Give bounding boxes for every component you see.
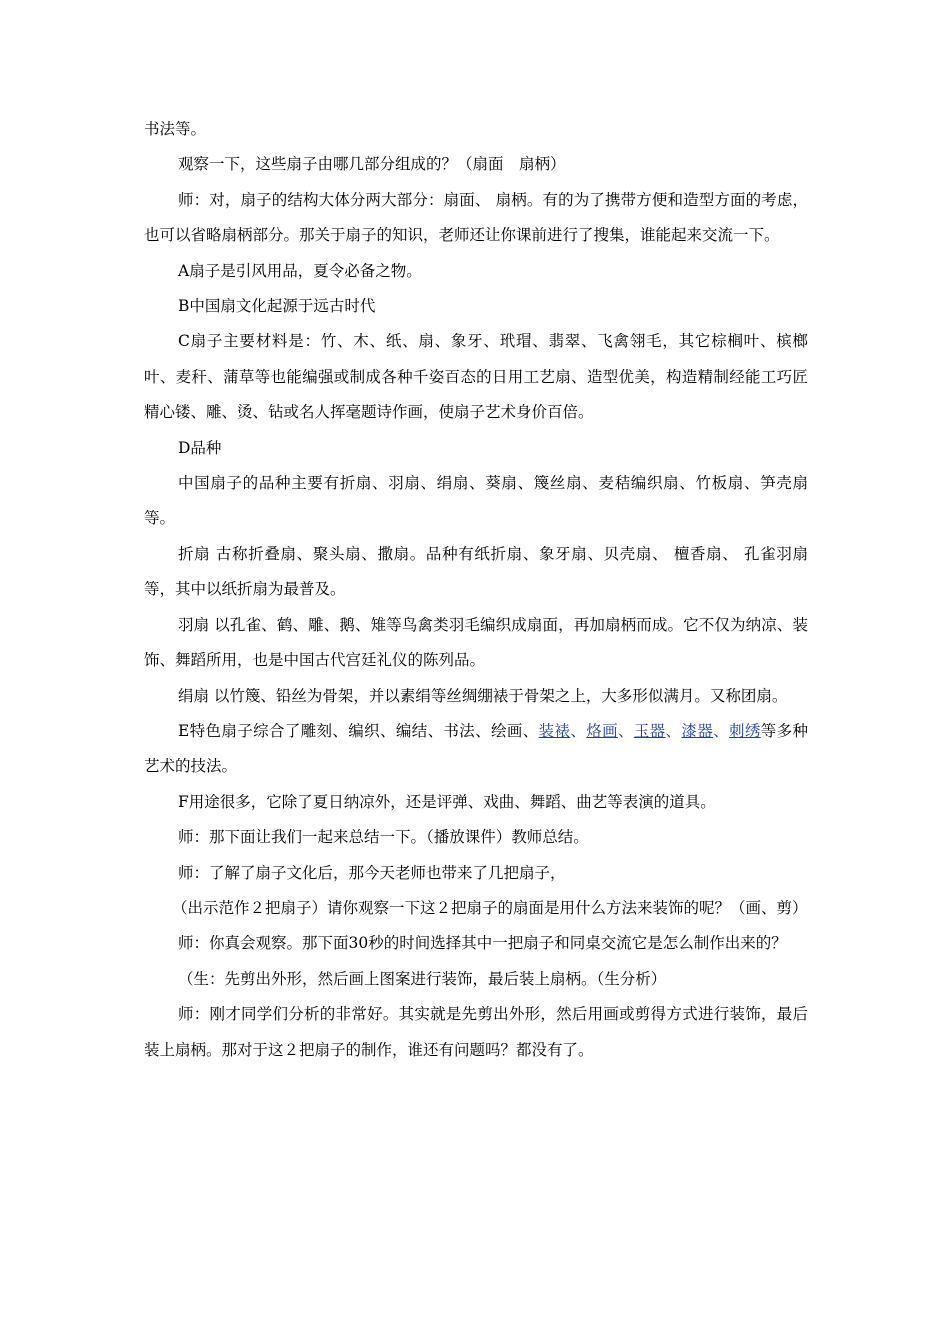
paragraph-teacher-summary: 师：那下面让我们一起来总结一下。（播放课件）教师总结。 [178,828,589,847]
link-separator: 、 [617,721,634,740]
paragraph-teacher-structure: 师：对，扇子的结构大体分两大部分：扇面、 扇柄。有的为了携带方便和造型方面的考虑，也可以省略扇柄部分。那关于扇子的知识，老师还让你课前进行了搜集，谁能起来交流一下。 [144,190,808,245]
link-separator: 、 [713,721,730,740]
e-prefix: E特色扇子综合了雕刻、编织、编结、书法、绘画、 [178,721,539,740]
link-separator: 、 [570,721,587,740]
e-suffix: 等多种艺术的技法。 [144,721,808,776]
paragraph-a-use: A扇子是引风用品，夏令必备之物。 [178,261,422,280]
paragraph-observe-question: 观察一下，这些扇子由哪几部分组成的？（扇面 扇柄） [178,155,566,174]
link-mounting[interactable]: 装裱 [538,721,571,740]
paragraph-student-answer: （生：先剪出外形，然后画上图案进行装饰，最后装上扇柄。（生分析） [178,969,667,988]
paragraph-teacher-observe: 师：你真会观察。那下面30秒的时间选择其中一把扇子和同桌交流它是怎么制作出来的？ [178,934,787,953]
paragraph-feather-fan: 羽扇 以孔雀、鹤、雕、鹅、雉等鸟禽类羽毛编织成扇面，再加扇柄而成。它不仅为纳凉、装饰、舞蹈所用，也是中国古代宫廷礼仪的陈列品。 [144,615,808,670]
document-page [144,112,808,1068]
link-pyrography[interactable]: 烙画 [586,721,618,740]
paragraph-d-heading: D品种 [178,438,222,457]
link-lacquerware[interactable]: 漆器 [681,721,714,740]
paragraph-teacher-fans: 师：了解了扇子文化后，那今天老师也带来了几把扇子， [178,863,566,882]
paragraph-teacher-conclusion: 师：刚才同学们分析的非常好。其实就是先剪出外形，然后用画或剪得方式进行装饰，最后装上扇柄。那对于这２把扇子的制作，谁还有问题吗？都没有了。 [144,1005,808,1059]
paragraph-folding-fan: 折扇 古称折叠扇、聚头扇、撒扇。品种有纸折扇、象牙扇、贝壳扇、 檀香扇、 孔雀羽扇等，其中以纸折扇为最普及。 [144,544,808,599]
paragraph-calligraphy-end: 书法等。 [144,120,207,138]
paragraph-silk-fan: 绢扇 以竹篾、铅丝为骨架，并以素绢等丝绸绷裱于骨架之上，大多形似满月。又称团扇。 [178,686,788,705]
paragraph-b-origin: B中国扇文化起源于远古时代 [178,297,376,316]
paragraph-show-samples: （出示范作２把扇子）请你观察一下这２把扇子的扇面是用什么方法来装饰的呢？（画、剪） [172,898,808,917]
paragraph-f-uses: F用途很多，它除了夏日纳凉外，还是评弹、戏曲、舞蹈、曲艺等表演的道具。 [178,792,716,811]
link-separator: 、 [665,721,682,740]
link-embroidery[interactable]: 刺绣 [729,721,761,740]
paragraph-varieties: 中国扇子的品种主要有折扇、羽扇、绢扇、葵扇、篾丝扇、麦秸编织扇、竹板扇、笋壳扇等。 [144,474,808,528]
paragraph-c-materials: C扇子主要材料是：竹、木、纸、扇、象牙、玳瑁、翡翠、飞禽翎毛，其它棕榈叶、槟榔叶、麦秆、蒲草等也能编强或制成各种千姿百态的日用工艺扇、造型优美，构造精制经能工巧匠精心镂、雕、烫、钻或名人挥毫题诗作画，使扇子艺术身价百倍。 [144,332,808,422]
paragraph-e-special [144,714,808,785]
link-jade[interactable]: 玉器 [633,721,666,740]
